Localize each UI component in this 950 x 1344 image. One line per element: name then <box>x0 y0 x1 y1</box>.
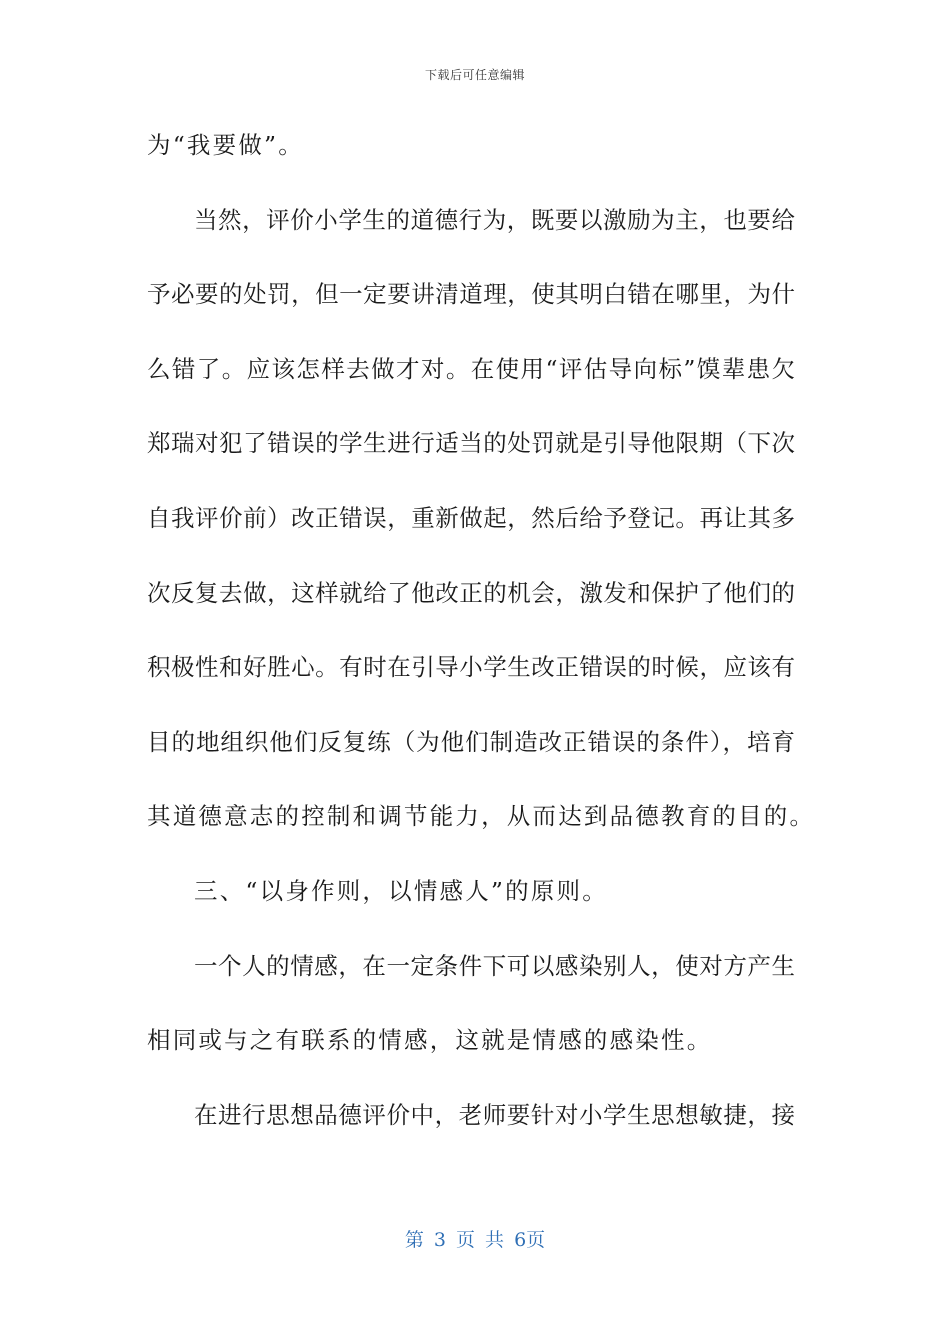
text-line: 为“我要做”。 <box>147 131 304 159</box>
text-line: 么错了。应该怎样去做才对。在使用“评估导向标”馍辈患欠 <box>147 354 795 383</box>
text-line: 相同或与之有联系的情感，这就是情感的感染性。 <box>147 1026 713 1055</box>
header-note: 下载后可任意编辑 <box>424 68 525 82</box>
page-number: 第 3 页 共 6页 <box>404 1229 546 1251</box>
text-line: 目的地组织他们反复练（为他们制造改正错误的条件），培育 <box>147 727 795 756</box>
text-line: 一个人的情感，在一定条件下可以感染别人，使对方产生 <box>194 951 795 980</box>
text-line: 当然，评价小学生的道德行为，既要以激励为主，也要给 <box>194 205 795 234</box>
text-line: 其道德意志的控制和调节能力，从而达到品德教育的目的。 <box>147 802 816 831</box>
text-line: 次反复去做，这样就给了他改正的机会，激发和保护了他们的 <box>147 578 795 607</box>
section-heading: 三、“以身作则，以情感人”的原则。 <box>194 876 608 905</box>
document-body <box>147 119 816 1163</box>
text-line: 积极性和好胜心。有时在引导小学生改正错误的时候，应该有 <box>147 653 795 682</box>
text-line: 郑瑞对犯了错误的学生进行适当的处罚就是引导他限期（下次 <box>147 429 795 458</box>
text-line: 在进行思想品德评价中，老师要针对小学生思想敏捷，接 <box>194 1100 795 1129</box>
text-line: 自我评价前）改正错误，重新做起，然后给予登记。再让其多 <box>147 503 795 532</box>
text-line: 予必要的处罚，但一定要讲清道理，使其明白错在哪里，为什 <box>147 280 795 309</box>
